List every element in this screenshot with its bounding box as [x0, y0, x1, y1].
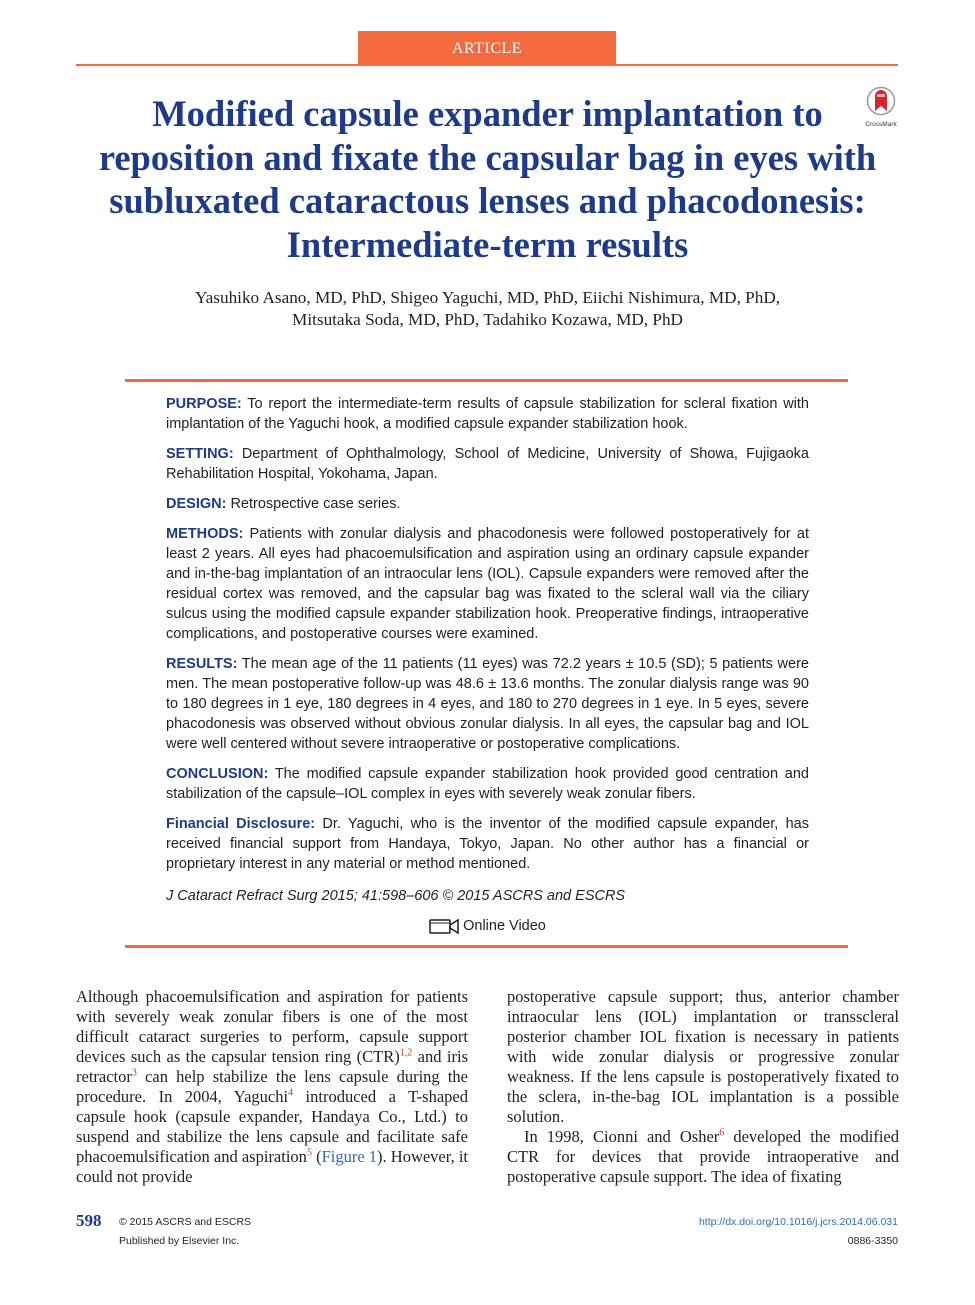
footer-publisher: Published by Elsevier Inc.	[119, 1235, 240, 1247]
conclusion-heading: CONCLUSION:	[166, 766, 269, 782]
purpose-heading: PURPOSE:	[166, 396, 242, 412]
setting-text: Department of Ophthalmology, School of Medicine, University of Showa, Fujigaoka Rehabilitation Hospital, Yokohama, Japan.	[166, 446, 809, 482]
article-title: Modified capsule expander implantation to reposition and fixate the capsular bag in eyes with subluxated cataractous lenses and phacodonesis: Intermediate-term results	[98, 93, 877, 265]
reference-1-2[interactable]: 1,2	[399, 1047, 413, 1059]
setting-heading: SETTING:	[166, 446, 234, 462]
abstract-design	[166, 494, 809, 514]
body-text: introduced a T-shaped capsule hook (capsule expander, Handaya Co., Ltd.) to suspend and stabilize the lens capsule and facilitate safe phacoemulsification and aspiration	[76, 1087, 468, 1166]
purpose-text: To report the intermediate-term results of capsule stabilization for scleral fixation with implantation of the Yaguchi hook, a modified capsule expander stabilization hook.	[166, 396, 809, 432]
design-heading: DESIGN:	[166, 496, 227, 512]
abstract-methods	[166, 524, 809, 644]
journal-citation: J Cataract Refract Surg 2015; 41:598–606 © 2015 ASCRS and ESCRS	[166, 888, 626, 904]
conclusion-text: The modified capsule expander stabilization hook provided good centration and stabilization of the capsule–IOL complex in eyes with severely weak zonular fibers.	[166, 766, 809, 802]
article-type-tag: ARTICLE	[358, 31, 616, 65]
body-column-right	[507, 987, 899, 1187]
body-paragraph-3	[507, 1127, 899, 1187]
reference-6[interactable]: 6	[719, 1127, 725, 1139]
authors-line-2: Mitsutaka Soda, MD, PhD, Tadahiko Kozawa, MD, PhD	[292, 310, 683, 329]
abstract-purpose	[166, 394, 809, 434]
header-rule	[76, 64, 898, 66]
results-text: The mean age of the 11 patients (11 eyes) was 72.2 years ± 10.5 (SD); 5 patients were men. The mean postoperative follow-up was 48.6 ± 13.6 months. The zonular dialysis range was 90 to 180 degrees in 1 eye, 180 degrees in 4 eyes, and 180 to 270 degrees in 1 eye. In 5 eyes, severe phacodonesis was observed without obvious zonular dialysis. In all eyes, the capsular bag and IOL were well centered without severe intraoperative or postoperative complications.	[166, 656, 809, 752]
crossmark-badge[interactable]	[861, 86, 901, 128]
disclosure-text: Dr. Yaguchi, who is the inventor of the modified capsule expander, has received financial support from Handaya, Tokyo, Japan. No other author has a financial or proprietary interest in any material or method mentioned.	[166, 816, 809, 872]
abstract-results	[166, 654, 809, 754]
abstract-conclusion	[166, 764, 809, 804]
body-text: Although phacoemulsification and aspiration for patients with severely weak zonular fibers is one of the most difficult cataract surgeries to perform, capsule support devices such as the capsular tension ring (CTR)	[76, 987, 468, 1066]
author-list	[100, 287, 875, 331]
body-text: and iris retractor	[76, 1047, 468, 1086]
reference-5[interactable]: 5	[306, 1147, 312, 1159]
disclosure-heading: Financial Disclosure:	[166, 816, 316, 832]
abstract	[166, 394, 809, 946]
body-paragraph-2: postoperative capsule support; thus, anterior chamber intraocular lens (IOL) implantation or transscleral posterior chamber IOL fixation is necessary in patients with wide zonular dialysis or progressive zonular weakness. If the lens capsule is postoperatively fixated to the sclera, in-the-bag IOL implantation is a possible solution.	[507, 987, 899, 1126]
methods-text: Patients with zonular dialysis and phacodonesis were followed postoperatively for at least 2 years. All eyes had phacoemulsification and aspiration using an ordinary capsule expander and in-the-bag implantation of an intraocular lens (IOL). Capsule expanders were removed after the residual cortex was removed, and the capsular bag was fixated to the scleral wall via the ciliary sulcus using the modified capsule expander stabilization hook. Preoperative findings, intraoperative complications, and postoperative courses were examined.	[166, 526, 809, 642]
abstract-setting	[166, 444, 809, 484]
design-text: Retrospective case series.	[226, 496, 401, 512]
body-text: developed the modified CTR for devices that provide intraoperative and postoperative capsule support. The idea of fixating	[507, 1127, 899, 1186]
video-camera-icon	[429, 917, 459, 935]
footer-issn: 0886-3350	[847, 1235, 898, 1247]
body-paragraph-1	[76, 987, 468, 1187]
body-text: can help stabilize the lens capsule during the procedure. In 2004, Yaguchi	[76, 1067, 468, 1106]
body-text: ). However, it could not provide	[76, 1147, 469, 1186]
methods-heading: METHODS:	[166, 526, 244, 542]
abstract-bottom-rule	[125, 945, 848, 948]
reference-3[interactable]: 3	[131, 1067, 137, 1079]
crossmark-icon	[866, 86, 896, 116]
body-text: (	[311, 1147, 322, 1166]
authors-line-1: Yasuhiko Asano, MD, PhD, Shigeo Yaguchi, MD, PhD, Eiichi Nishimura, MD, PhD,	[194, 288, 781, 307]
reference-4[interactable]: 4	[288, 1087, 294, 1099]
doi-link[interactable]: http://dx.doi.org/10.1016/j.jcrs.2014.06.031	[698, 1216, 898, 1228]
results-heading: RESULTS:	[166, 656, 238, 672]
crossmark-label: CrossMark	[865, 121, 897, 128]
page-number: 598	[76, 1211, 102, 1230]
body-text: In 1998, Cionni and Osher	[524, 1127, 720, 1146]
abstract-top-rule	[125, 379, 848, 382]
online-video-label: Online Video	[463, 918, 546, 934]
body-column-left	[76, 987, 468, 1187]
abstract-disclosure	[166, 814, 809, 874]
figure-1-link[interactable]: Figure 1	[321, 1147, 378, 1166]
footer-copyright: © 2015 ASCRS and ESCRS	[119, 1216, 252, 1228]
online-video-link[interactable]	[166, 916, 809, 936]
